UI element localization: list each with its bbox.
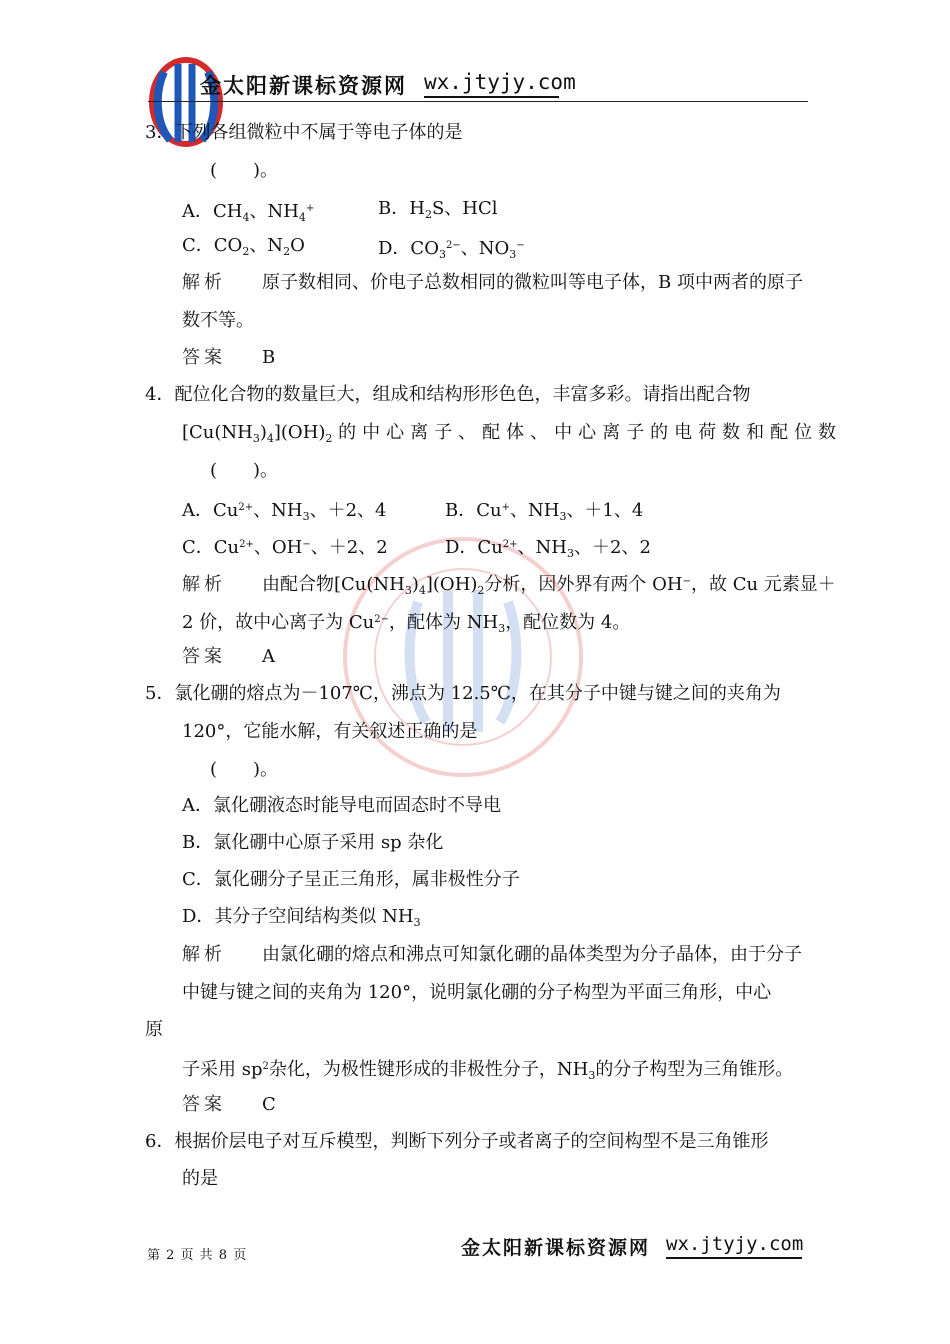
q4-answer: 答案 A	[182, 646, 275, 667]
q5-explanation-4: 子采用 $sp^2$杂化，为极性键形成的非极性分子，$NH_3$的分子构型为三角锥形。	[182, 1059, 794, 1082]
q4-explanation-1: 解析 由配合物$[Cu(NH_3)_4](OH)_2$分析，因外界有两个 OH−，故 Cu 元素显＋	[182, 574, 836, 597]
page-number: 第 2 页 共 8 页	[147, 1248, 248, 1263]
q5-stem-2: 120°，它能水解，有关叙述正确的是	[182, 721, 478, 742]
q3-answer: 答案 B	[182, 347, 276, 368]
q5-option-b: B．氯化硼中心原子采用 sp 杂化	[182, 832, 444, 853]
q3-option-c: C．$CO_2$、$N_2O$	[182, 235, 305, 258]
header-url-underline	[424, 96, 559, 98]
q5-paren: ( )。	[210, 759, 279, 780]
q3-option-b: B．$H_2S$、HCl	[378, 198, 498, 221]
footer-url[interactable]: wx.jtyjy.com	[666, 1233, 804, 1255]
q5-option-a: A．氯化硼液态时能导电而固态时不导电	[182, 795, 501, 816]
q3-paren: ( )。	[210, 160, 279, 181]
q5-option-d: D．其分子空间结构类似 $NH_3$	[182, 906, 421, 929]
q3-option-a: A．$CH_4$、$NH_4^+$	[182, 201, 315, 224]
q5-explanation-3: 原	[145, 1019, 163, 1040]
watermark-seal	[338, 532, 588, 782]
footer-url-underline	[666, 1257, 802, 1259]
header-url[interactable]: wx.jtyjy.com	[424, 70, 576, 94]
q3-stem: 3．下列各组微粒中不属于等电子体的是	[145, 122, 463, 143]
q4-option-a: A．$Cu^{2+}$、$NH_3$、＋2、4	[182, 500, 387, 523]
q5-explanation-1: 解析 由氯化硼的熔点和沸点可知氯化硼的晶体类型为分子晶体，由于分子	[182, 944, 802, 965]
q3-option-d: D．$CO_3^{2-}$、$NO_3^-$	[378, 238, 525, 261]
q4-option-d: D．$Cu^{2+}$、$NH_3$、＋2、2	[445, 537, 651, 560]
q5-explanation-2: 中键与键之间的夹角为 120°，说明氯化硼的分子构型为平面三角形，中心	[182, 982, 772, 1003]
q5-answer: 答案 C	[182, 1094, 276, 1115]
q4-stem-1: 4．配位化合物的数量巨大，组成和结构形形色色，丰富多彩。请指出配合物	[145, 384, 751, 405]
q6-stem-2: 的是	[182, 1168, 218, 1189]
q4-explanation-2: 2 价，故中心离子为 $Cu^{2-}$，配体为 $NH_3$，配位数为 4。	[182, 612, 631, 635]
q3-explanation-2: 数不等。	[182, 310, 254, 331]
q4-option-c: C．$Cu^{2+}$、OH−、＋2、2	[182, 537, 388, 558]
q4-option-b: B．Cu+、$NH_3$、＋1、4	[445, 500, 644, 523]
q5-stem-1: 5．氯化硼的熔点为－107℃，沸点为 12.5℃，在其分子中键与键之间的夹角为	[145, 683, 781, 704]
q4-paren: ( )。	[210, 460, 279, 481]
q4-stem-2: $[Cu(NH_3)_4](OH)_2$ 的中心离子、配体、中心离子的电荷数和配位数	[182, 422, 843, 445]
q6-stem-1: 6．根据价层电子对互斥模型，判断下列分子或者离子的空间构型不是三角锥形	[145, 1131, 769, 1152]
header-brand: 金太阳新课标资源网	[200, 74, 407, 98]
q3-explanation-1: 解析 原子数相同、价电子总数相同的微粒叫等电子体，B 项中两者的原子	[182, 272, 803, 293]
header-rule	[148, 101, 808, 102]
footer-brand: 金太阳新课标资源网	[461, 1237, 651, 1259]
q5-option-c: C．氯化硼分子呈正三角形，属非极性分子	[182, 869, 520, 890]
